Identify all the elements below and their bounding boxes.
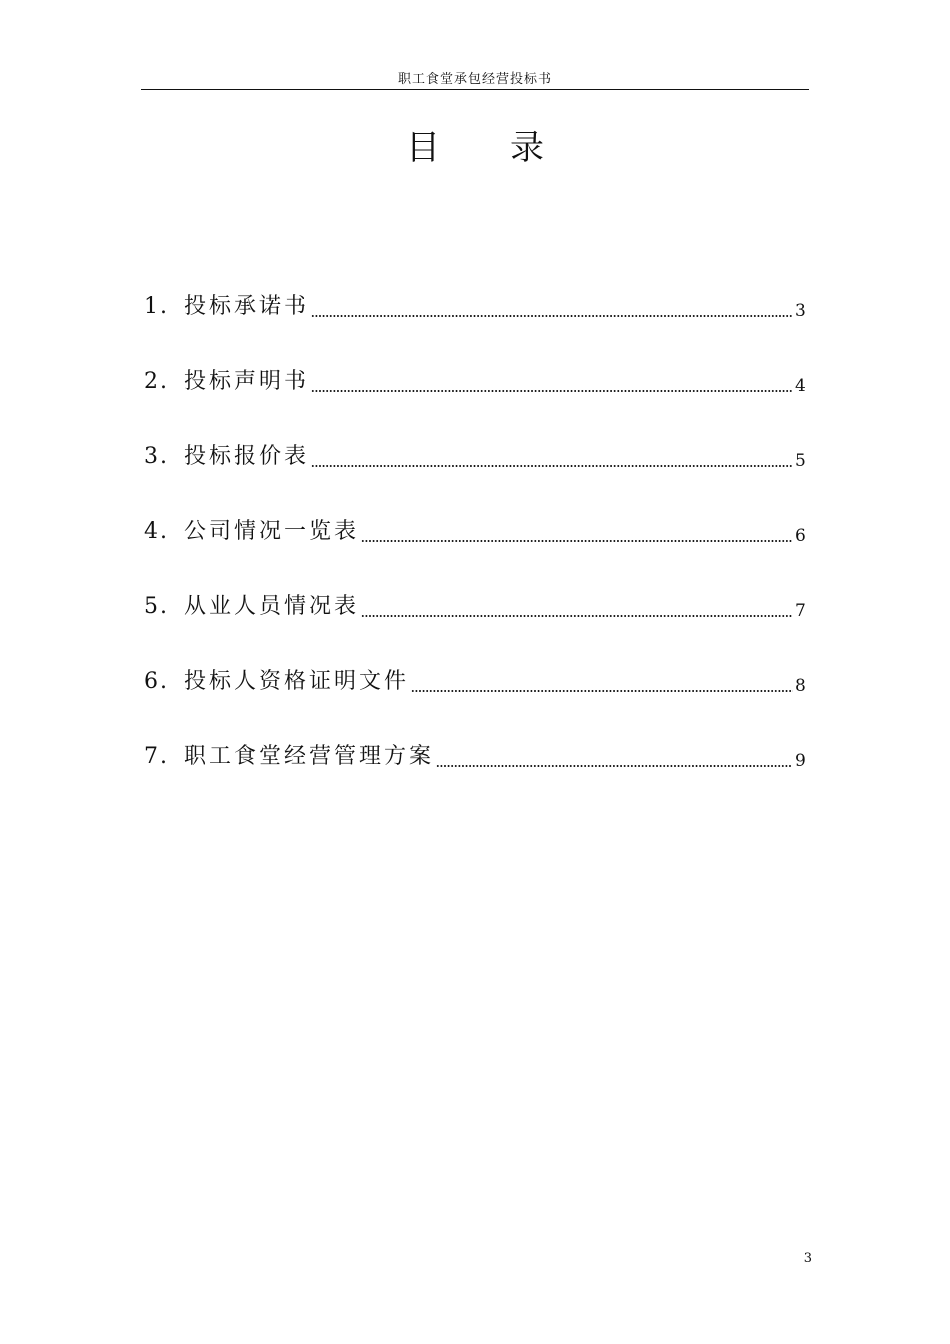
running-header: 职工食堂承包经营投标书: [397, 72, 552, 87]
toc-entry-5[interactable]: [144, 592, 809, 667]
toc-entry-text: 投标人资格证明文件: [184, 669, 410, 694]
toc-entry-page: 3: [795, 301, 806, 321]
toc-entry-number: 3.: [144, 444, 169, 469]
toc-title: [0, 126, 950, 170]
toc-entry-4[interactable]: [144, 517, 809, 592]
toc-entry-text: 从业人员情况表: [184, 594, 360, 619]
toc-title-left: 目: [406, 128, 440, 168]
toc-leader-dots: [311, 292, 793, 322]
toc-entry-number: 2.: [144, 369, 169, 394]
toc-entry-number: 7.: [144, 744, 169, 769]
toc-entry-text: 投标报价表: [184, 444, 310, 469]
toc-entry-text: 职工食堂经营管理方案: [184, 744, 435, 769]
toc-leader-dots: [436, 742, 791, 772]
toc-entry-page: 9: [795, 751, 806, 771]
toc-list: [144, 292, 809, 817]
toc-entry-text: 投标承诺书: [184, 294, 310, 319]
page-number: 3: [803, 1251, 812, 1266]
toc-leader-dots: [311, 442, 793, 472]
toc-entry-number: 4.: [144, 519, 169, 544]
toc-leader-dots: [411, 667, 793, 697]
toc-leader-dots: [361, 592, 793, 622]
toc-title-right: 录: [510, 128, 544, 168]
toc-entry-text: 投标声明书: [184, 369, 310, 394]
toc-entry-page: 7: [795, 601, 806, 621]
toc-leader-dots: [361, 517, 793, 547]
toc-entry-number: 5.: [144, 594, 169, 619]
toc-entry-number: 1.: [144, 294, 169, 319]
toc-entry-1[interactable]: [144, 292, 809, 367]
toc-entry-page: 6: [795, 526, 806, 546]
toc-entry-text: 公司情况一览表: [184, 519, 360, 544]
toc-entry-2[interactable]: [144, 367, 809, 442]
toc-entry-7[interactable]: [144, 742, 809, 817]
toc-entry-number: 6.: [144, 669, 169, 694]
toc-entry-page: 4: [795, 376, 806, 396]
header-rule: [141, 89, 809, 90]
toc-entry-3[interactable]: [144, 442, 809, 517]
toc-entry-6[interactable]: [144, 667, 809, 742]
toc-leader-dots: [311, 367, 793, 397]
toc-entry-page: 8: [795, 676, 806, 696]
toc-entry-page: 5: [795, 451, 806, 471]
